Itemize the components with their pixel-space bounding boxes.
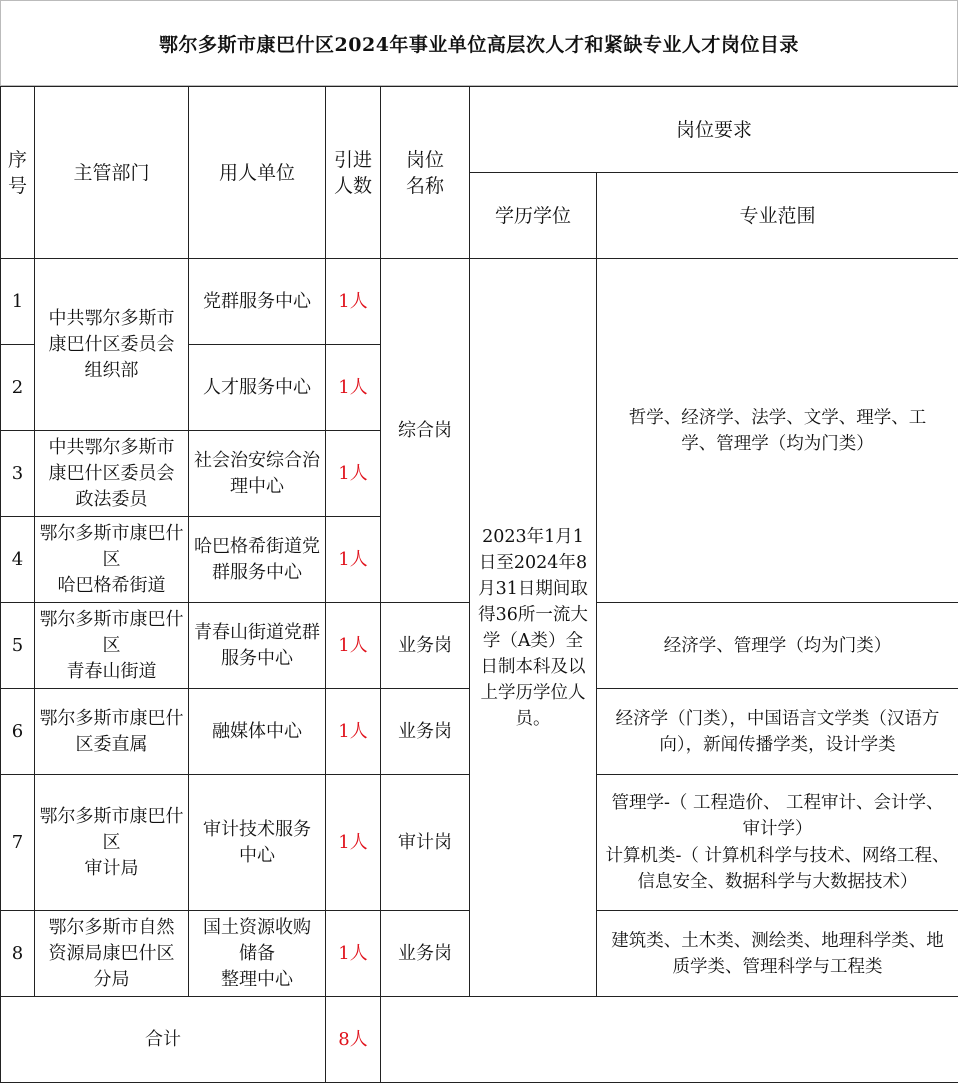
- degree-cell-merged: 2023年1月1日至2024年8月31日期间取得36所一流大学（A类）全日制本科及以上学历学位人员。: [470, 259, 597, 997]
- total-row: [1, 997, 958, 1083]
- dept-cell: 鄂尔多斯市康巴什区 哈巴格希街道: [35, 517, 189, 603]
- count-cell: 1人: [326, 603, 381, 689]
- post-cell: 审计岗: [381, 775, 470, 911]
- dept-cell: 鄂尔多斯市自然资源局康巴什区分局: [35, 911, 189, 997]
- unit-cell: 社会治安综合治理中心: [189, 431, 326, 517]
- seq-cell: 4: [1, 517, 35, 603]
- table-row: [1, 259, 958, 345]
- seq-cell: 2: [1, 345, 35, 431]
- major-cell: 管理学-（ 工程造价、 工程审计、会计学、 审计学） 计算机类-（ 计算机科学与技术、网络工程、信息安全、数据科学与大数据技术）: [597, 775, 958, 911]
- unit-cell: 青春山街道党群服务中心: [189, 603, 326, 689]
- unit-cell: 哈巴格希街道党群服务中心: [189, 517, 326, 603]
- header-dept: 主管部门: [35, 87, 189, 259]
- count-cell: 1人: [326, 259, 381, 345]
- seq-cell: 6: [1, 689, 35, 775]
- count-cell: 1人: [326, 775, 381, 911]
- seq-cell: 3: [1, 431, 35, 517]
- post-cell: 业务岗: [381, 911, 470, 997]
- total-count: 8人: [326, 997, 381, 1083]
- major-cell-merged: 哲学、经济学、法学、文学、理学、工学、管理学（均为门类）: [597, 259, 958, 603]
- total-label: 合计: [1, 997, 326, 1083]
- dept-cell: 中共鄂尔多斯市康巴什区委员会组织部: [35, 259, 189, 431]
- unit-cell: 党群服务中心: [189, 259, 326, 345]
- header-unit: 用人单位: [189, 87, 326, 259]
- count-cell: 1人: [326, 911, 381, 997]
- position-table: [0, 86, 958, 1083]
- dept-cell: 鄂尔多斯市康巴什区 审计局: [35, 775, 189, 911]
- unit-cell: 融媒体中心: [189, 689, 326, 775]
- seq-cell: 5: [1, 603, 35, 689]
- total-blank: [381, 997, 958, 1083]
- major-cell: 经济学（门类），中国语言文学类（汉语方向），新闻传播学类，设计学类: [597, 689, 958, 775]
- seq-cell: 7: [1, 775, 35, 911]
- header-major: 专业范围: [597, 173, 958, 259]
- dept-cell: 鄂尔多斯市康巴什区 青春山街道: [35, 603, 189, 689]
- major-cell: 建筑类、土木类、测绘类、地理科学类、地质学类、管理科学与工程类: [597, 911, 958, 997]
- header-seq: 序 号: [1, 87, 35, 259]
- count-cell: 1人: [326, 517, 381, 603]
- seq-cell: 8: [1, 911, 35, 997]
- unit-cell: 人才服务中心: [189, 345, 326, 431]
- dept-cell: 中共鄂尔多斯市康巴什区委员会政法委员: [35, 431, 189, 517]
- post-cell: 业务岗: [381, 603, 470, 689]
- header-degree: 学历学位: [470, 173, 597, 259]
- unit-cell: 国土资源收购储备 整理中心: [189, 911, 326, 997]
- header-post: 岗位 名称: [381, 87, 470, 259]
- post-cell-merged: 综合岗: [381, 259, 470, 603]
- count-cell: 1人: [326, 431, 381, 517]
- count-cell: 1人: [326, 345, 381, 431]
- major-cell: 经济学、管理学（均为门类）: [597, 603, 958, 689]
- header-requirements: 岗位要求: [470, 87, 958, 173]
- post-cell: 业务岗: [381, 689, 470, 775]
- header-count: 引进 人数: [326, 87, 381, 259]
- seq-cell: 1: [1, 259, 35, 345]
- dept-cell: 鄂尔多斯市康巴什 区委直属: [35, 689, 189, 775]
- unit-cell: 审计技术服务中心: [189, 775, 326, 911]
- count-cell: 1人: [326, 689, 381, 775]
- document-title: 鄂尔多斯市康巴什区2024年事业单位高层次人才和紧缺专业人才岗位目录: [0, 0, 958, 86]
